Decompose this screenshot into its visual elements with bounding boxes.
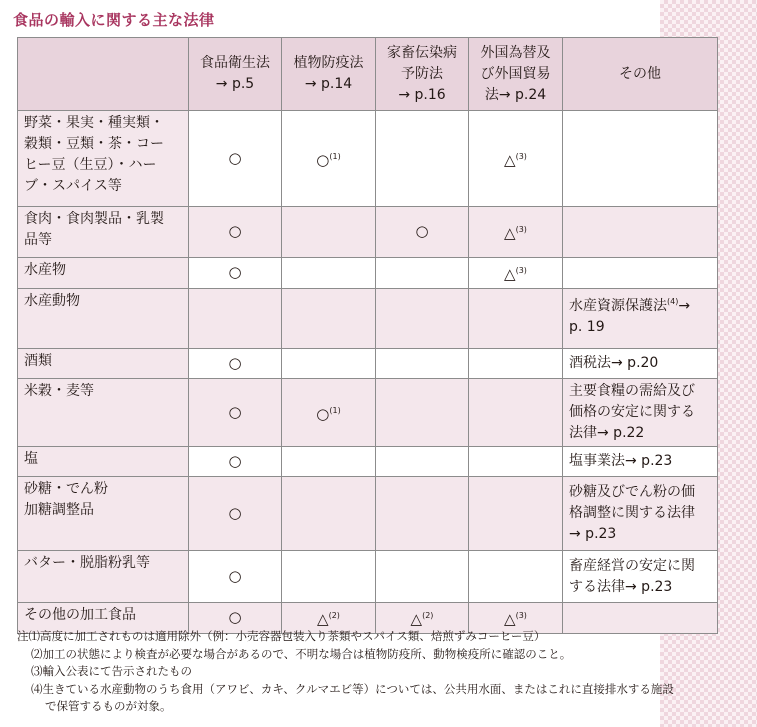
row-label: 野菜・果実・種実類・ 穀類・豆類・茶・コー ヒー豆（生豆）・ハー ブ・スパイス等 bbox=[18, 111, 189, 207]
mark-symbol: △ bbox=[504, 610, 516, 628]
cell-food-sanitation bbox=[189, 447, 282, 477]
footnote-4: ⑷生きている水産動物のうち食用（アワビ、カキ、クルマエビ等）については、公共用水面、またはこれに直接排水する施設 bbox=[31, 681, 674, 696]
cell-plant-protection bbox=[282, 207, 376, 258]
table-row bbox=[18, 477, 718, 551]
cell-food-sanitation bbox=[189, 207, 282, 258]
mark-symbol: ○ bbox=[228, 608, 242, 626]
cell-plant-protection bbox=[282, 379, 376, 447]
cell-livestock-disease bbox=[376, 477, 469, 551]
cell-livestock-disease bbox=[376, 207, 469, 258]
other-law-text: 酒税法→ p.20 bbox=[569, 355, 659, 371]
header-row bbox=[18, 38, 718, 111]
cell-livestock-disease bbox=[376, 258, 469, 289]
mark-symbol: ○ bbox=[228, 263, 242, 281]
cell-foreign-exchange bbox=[469, 551, 563, 603]
header-livestock-disease-act: 家畜伝染病 予防法 → p.16 bbox=[376, 38, 469, 111]
table-row bbox=[18, 349, 718, 379]
cell-food-sanitation bbox=[189, 379, 282, 447]
other-law-text: 砂糖及びでん粉の価 格調整に関する法律 → p.23 bbox=[569, 484, 695, 542]
cell-livestock-disease bbox=[376, 289, 469, 349]
mark-note: (3) bbox=[515, 266, 527, 275]
cell-other-law bbox=[563, 477, 718, 551]
header-blank bbox=[18, 38, 189, 111]
cell-other-law bbox=[563, 349, 718, 379]
cell-foreign-exchange bbox=[469, 111, 563, 207]
row-label: 食肉・食肉製品・乳製 品等 bbox=[18, 207, 189, 258]
law-table bbox=[17, 37, 718, 634]
footnote-3: ⑶輸入公表にて告示されたもの bbox=[31, 664, 192, 678]
table-row bbox=[18, 289, 718, 349]
mark-symbol: △ bbox=[504, 150, 516, 169]
mark-symbol: ○ bbox=[228, 353, 242, 372]
cell-plant-protection bbox=[282, 551, 376, 603]
cell-other-law bbox=[563, 258, 718, 289]
footnote-1: 注⑴高度に加工されものは適用除外（例：小売容器包装入り茶類やスパイス類、焙煎ずみコーヒー豆） bbox=[17, 629, 546, 643]
cell-foreign-exchange bbox=[469, 477, 563, 551]
table-row bbox=[18, 447, 718, 477]
cell-foreign-exchange bbox=[469, 379, 563, 447]
table-row bbox=[18, 207, 718, 258]
cell-other-law bbox=[563, 447, 718, 477]
mark-note: (1) bbox=[329, 151, 341, 161]
row-label: 酒類 bbox=[18, 349, 189, 379]
mark-note: (3) bbox=[515, 151, 527, 161]
footnotes bbox=[17, 628, 737, 716]
mark-note: (2) bbox=[422, 611, 434, 620]
other-law-text: 水産資源保護法 bbox=[569, 298, 667, 314]
cell-foreign-exchange bbox=[469, 349, 563, 379]
cell-other-law bbox=[563, 379, 718, 447]
cell-food-sanitation bbox=[189, 289, 282, 349]
cell-plant-protection bbox=[282, 258, 376, 289]
cell-other-law bbox=[563, 207, 718, 258]
mark-note: (3) bbox=[515, 225, 527, 234]
header-plant-protection-act: 植物防疫法 → p.14 bbox=[282, 38, 376, 111]
mark-note: (3) bbox=[515, 611, 527, 620]
other-law-text: 畜産経営の安定に関 する法律→ p.23 bbox=[569, 557, 695, 595]
cell-food-sanitation bbox=[189, 349, 282, 379]
cell-foreign-exchange bbox=[469, 289, 563, 349]
table-row bbox=[18, 258, 718, 289]
mark-symbol: ○ bbox=[228, 566, 242, 585]
cell-food-sanitation bbox=[189, 111, 282, 207]
mark-symbol: ○ bbox=[228, 148, 242, 167]
other-law-tail: → p. 19 bbox=[569, 298, 691, 335]
cell-food-sanitation bbox=[189, 551, 282, 603]
cell-livestock-disease bbox=[376, 447, 469, 477]
mark-symbol: △ bbox=[410, 610, 423, 628]
mark-symbol: △ bbox=[317, 610, 329, 628]
cell-food-sanitation bbox=[189, 258, 282, 289]
row-label: その他の加工食品 bbox=[18, 603, 189, 634]
header-food-sanitation-act: 食品衛生法 → p.5 bbox=[189, 38, 282, 111]
header-foreign-exchange-act: 外国為替及 び外国貿易 法→ p.24 bbox=[469, 38, 563, 111]
cell-foreign-exchange bbox=[469, 447, 563, 477]
cell-other-law bbox=[563, 289, 718, 349]
row-label: 米穀・麦等 bbox=[18, 379, 189, 447]
row-label: 塩 bbox=[18, 447, 189, 477]
table-row bbox=[18, 551, 718, 603]
cell-food-sanitation bbox=[189, 477, 282, 551]
cell-livestock-disease bbox=[376, 379, 469, 447]
cell-plant-protection bbox=[282, 289, 376, 349]
cell-foreign-exchange bbox=[469, 258, 563, 289]
other-law-text: 主要食糧の需給及び 価格の安定に関する 法律→ p.22 bbox=[569, 383, 695, 441]
mark-symbol: △ bbox=[504, 224, 516, 242]
table-row bbox=[18, 379, 718, 447]
cell-livestock-disease bbox=[376, 111, 469, 207]
row-label: バター・脱脂粉乳等 bbox=[18, 551, 189, 603]
cell-plant-protection bbox=[282, 447, 376, 477]
cell-plant-protection bbox=[282, 349, 376, 379]
cell-foreign-exchange bbox=[469, 207, 563, 258]
mark-note: (1) bbox=[329, 405, 341, 415]
mark-symbol: ○ bbox=[316, 150, 330, 169]
other-law-text: 塩事業法→ p.23 bbox=[569, 453, 673, 469]
mark-note: (2) bbox=[328, 611, 340, 620]
row-label: 水産動物 bbox=[18, 289, 189, 349]
cell-other-law bbox=[563, 111, 718, 207]
header-other: その他 bbox=[563, 38, 718, 111]
cell-livestock-disease bbox=[376, 349, 469, 379]
mark-symbol: ○ bbox=[228, 503, 242, 522]
cell-plant-protection bbox=[282, 477, 376, 551]
page-title: 食品の輸入に関する主な法律 bbox=[13, 11, 215, 29]
mark-symbol: ○ bbox=[415, 222, 429, 240]
mark-symbol: ○ bbox=[228, 402, 242, 421]
mark-symbol: ○ bbox=[228, 222, 242, 240]
footnote-4-cont: で保管するものが対象。 bbox=[45, 699, 172, 713]
footnote-2: ⑵加工の状態により検査が必要な場合があるので、不明な場合は植物防疫所、動物検疫所に確認のこと。 bbox=[31, 646, 572, 661]
mark-symbol: ○ bbox=[228, 451, 242, 470]
mark-symbol: ○ bbox=[316, 404, 330, 423]
cell-plant-protection bbox=[282, 111, 376, 207]
table-row bbox=[18, 111, 718, 207]
mark-symbol: △ bbox=[504, 265, 516, 283]
row-label: 水産物 bbox=[18, 258, 189, 289]
other-law-note: (4) bbox=[667, 297, 679, 306]
row-label: 砂糖・でん粉 加糖調整品 bbox=[18, 477, 189, 551]
cell-livestock-disease bbox=[376, 551, 469, 603]
cell-other-law bbox=[563, 551, 718, 603]
